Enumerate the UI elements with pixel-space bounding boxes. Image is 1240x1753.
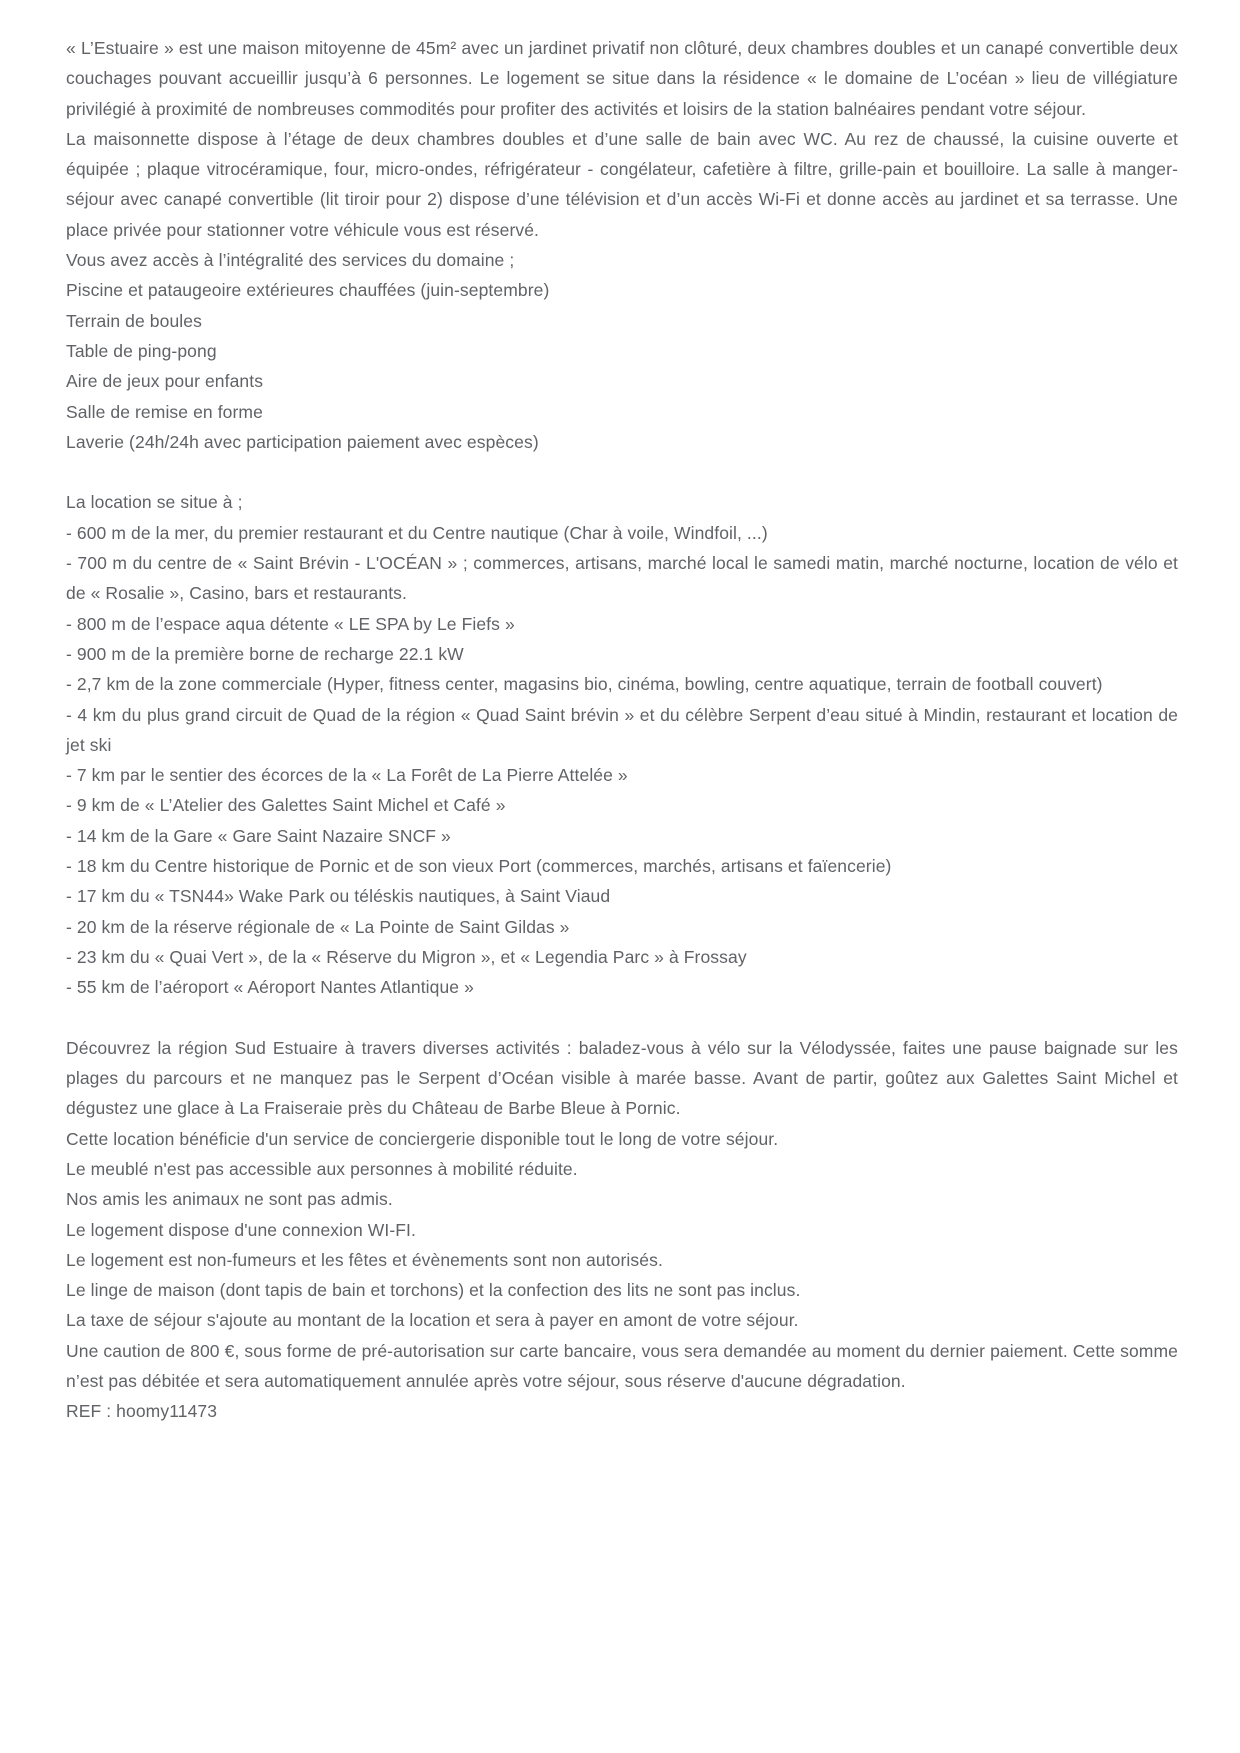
description-paragraph: « L’Estuaire » est une maison mitoyenne de 45m² avec un jardinet privatif non clôturé, deux chambres doubles et un canapé convertible deux couchages pouvant accueillir jusqu’à 6 personnes. Le logement se situe dans la résidence « le domaine de L’océan » lieu de villégiature privilégié à proximité de nombreuses commodités pour profiter des activités et loisirs de la station balnéaires pendant votre séjour.	[66, 38, 1178, 119]
description-paragraph: Salle de remise en forme	[66, 401, 263, 422]
blank-line	[66, 1003, 1178, 1033]
description-paragraph: - 700 m du centre de « Saint Brévin - L'OCÉAN » ; commerces, artisans, marché local le samedi matin, marché nocturne, location de vélo et de « Rosalie », Casino, bars et restaurants.	[66, 553, 1178, 604]
description-paragraph: Découvrez la région Sud Estuaire à travers diverses activités : baladez-vous à vélo sur la Vélodyssée, faites une pause baignade sur les plages du parcours et ne manquez pas le Serpent d’Océan visible à marée basse. Avant de partir, goûtez aux Galettes Saint Michel et dégustez une glace à La Fraiseraie près du Château de Barbe Bleue à Pornic.	[66, 1037, 1178, 1119]
description-paragraph: - 18 km du Centre historique de Pornic et de son vieux Port (commerces, marchés, artisans et faïencerie)	[66, 856, 892, 877]
description-paragraph: La taxe de séjour s'ajoute au montant de la location et sera à payer en amont de votre séjour.	[66, 1310, 799, 1331]
description-paragraph: - 23 km du « Quai Vert », de la « Réserve du Migron », et « Legendia Parc » à Frossay	[66, 946, 747, 967]
description-paragraph: Vous avez accès à l’intégralité des services du domaine ;	[66, 250, 515, 271]
description-paragraph: - 800 m de l’espace aqua détente « LE SPA by Le Fiefs »	[66, 613, 515, 634]
description-paragraph: Le logement dispose d'une connexion WI-FI.	[66, 1219, 416, 1240]
description-paragraph: - 4 km du plus grand circuit de Quad de la région « Quad Saint brévin » et du célèbre Serpent d’eau situé à Mindin, restaurant et location de jet ski	[66, 704, 1178, 755]
description-paragraph: - 2,7 km de la zone commerciale (Hyper, fitness center, magasins bio, cinéma, bowling, centre aquatique, terrain de football couvert)	[66, 674, 1103, 695]
description-paragraph: Terrain de boules	[66, 310, 202, 331]
description-paragraph: - 20 km de la réserve régionale de « La Pointe de Saint Gildas »	[66, 916, 570, 937]
description-paragraph: La maisonnette dispose à l’étage de deux chambres doubles et d’une salle de bain avec WC. Au rez de chaussé, la cuisine ouverte et équipée ; plaque vitrocéramique, four, micro-ondes, réfrigérateur - congélateur, cafetière à filtre, grille-pain et bouilloire. La salle à manger- séjour avec canapé convertible (lit tiroir pour 2) dispose d’une télévision et d’un accès Wi-Fi et donne accès au jardinet et sa terrasse. Une place privée pour stationner votre véhicule vous est réservé.	[66, 128, 1178, 240]
description-paragraph: - 17 km du « TSN44» Wake Park ou téléskis nautiques, à Saint Viaud	[66, 886, 611, 907]
description-paragraph: Cette location bénéficie d'un service de conciergerie disponible tout le long de votre séjour.	[66, 1128, 779, 1149]
description-paragraph: Laverie (24h/24h avec participation paiement avec espèces)	[66, 431, 539, 452]
description-paragraph: - 600 m de la mer, du premier restaurant et du Centre nautique (Char à voile, Windfoil, ...)	[66, 522, 768, 543]
description-paragraph: - 55 km de l’aéroport « Aéroport Nantes Atlantique »	[66, 977, 474, 998]
description-paragraph: - 7 km par le sentier des écorces de la « La Forêt de La Pierre Attelée »	[66, 765, 628, 786]
description-paragraph: - 9 km de « L’Atelier des Galettes Saint Michel et Café »	[66, 795, 506, 816]
description-paragraph: Aire de jeux pour enfants	[66, 371, 264, 392]
description-paragraph: La location se situe à ;	[66, 492, 243, 513]
description-paragraph: Une caution de 800 €, sous forme de pré-autorisation sur carte bancaire, vous sera demandée au moment du dernier paiement. Cette somme n’est pas débitée et sera automatiquement annulée après votre séjour, sous réserve d'aucune dégradation.	[66, 1340, 1178, 1392]
description-paragraph: Piscine et pataugeoire extérieures chauffées (juin-septembre)	[66, 280, 550, 301]
description-paragraph: - 900 m de la première borne de recharge 22.1 kW	[66, 643, 464, 664]
description-paragraph: - 14 km de la Gare « Gare Saint Nazaire SNCF »	[66, 825, 451, 846]
description-paragraph: Table de ping-pong	[66, 340, 217, 361]
listing-description-text	[66, 33, 1178, 1427]
description-paragraph: REF : hoomy11473	[66, 1401, 218, 1422]
description-paragraph: Le logement est non-fumeurs et les fêtes et évènements sont non autorisés.	[66, 1249, 663, 1270]
description-paragraph: Le linge de maison (dont tapis de bain et torchons) et la confection des lits ne sont pas inclus.	[66, 1280, 801, 1301]
description-paragraph: Nos amis les animaux ne sont pas admis.	[66, 1189, 393, 1210]
blank-line	[66, 457, 1178, 487]
description-paragraph: Le meublé n'est pas accessible aux personnes à mobilité réduite.	[66, 1158, 578, 1179]
